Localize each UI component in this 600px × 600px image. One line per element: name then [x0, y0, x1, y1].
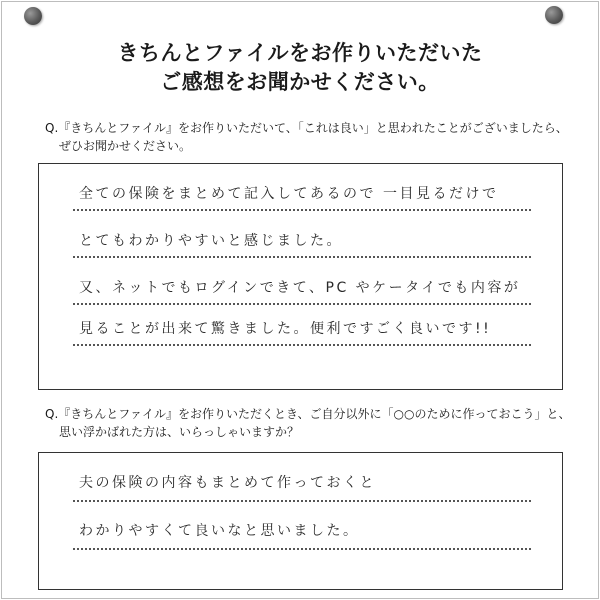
question-2-line-1: Q.『きちんとファイル』をお作りいただくとき、ご自分以外に「○○のために作っておこう」と、: [45, 407, 571, 421]
answer-1-line-4: 見ることが出来て驚きました。便利ですごく良いです!!: [79, 321, 492, 337]
answer-1-line-1: 全ての保険をまとめて記入してあるので 一目見るだけで: [79, 186, 499, 202]
question-1: [45, 119, 568, 155]
answer-1-line-3: 又、ネットでもログインできて、PC やケータイでも内容が: [79, 280, 521, 296]
question-2-line-2: 思い浮かばれた方は、いらっしゃいますか？: [59, 425, 300, 439]
question-1-line-1: Q.『きちんとファイル』をお作りいただいて、「これは良い」と思われたことがございましたら、: [45, 121, 568, 135]
page-title: きちんとファイルをお作りいただいた: [117, 41, 483, 65]
answer-box-1: [38, 163, 563, 390]
question-2: [45, 405, 571, 441]
answer-2-line-1: 夫の保険の内容もまとめて作っておくと: [79, 475, 376, 491]
dotted-rule: [73, 500, 531, 502]
dotted-rule: [73, 209, 531, 211]
dotted-rule: [73, 303, 531, 305]
dotted-rule: [73, 344, 531, 346]
page-title-second-line: ご感想をお聞かせください。: [160, 70, 440, 94]
pushpin-icon: [24, 7, 42, 25]
answer-1-line-2: とてもわかりやすいと感じました。: [79, 233, 343, 249]
answer-2-line-2: わかりやすくて良いなと思いました。: [79, 523, 360, 539]
question-1-line-2: ぜひお聞かせください。: [59, 139, 192, 153]
dotted-rule: [73, 548, 531, 550]
answer-box-2: [38, 452, 563, 590]
dotted-rule: [73, 256, 531, 258]
pushpin-icon: [545, 6, 563, 24]
